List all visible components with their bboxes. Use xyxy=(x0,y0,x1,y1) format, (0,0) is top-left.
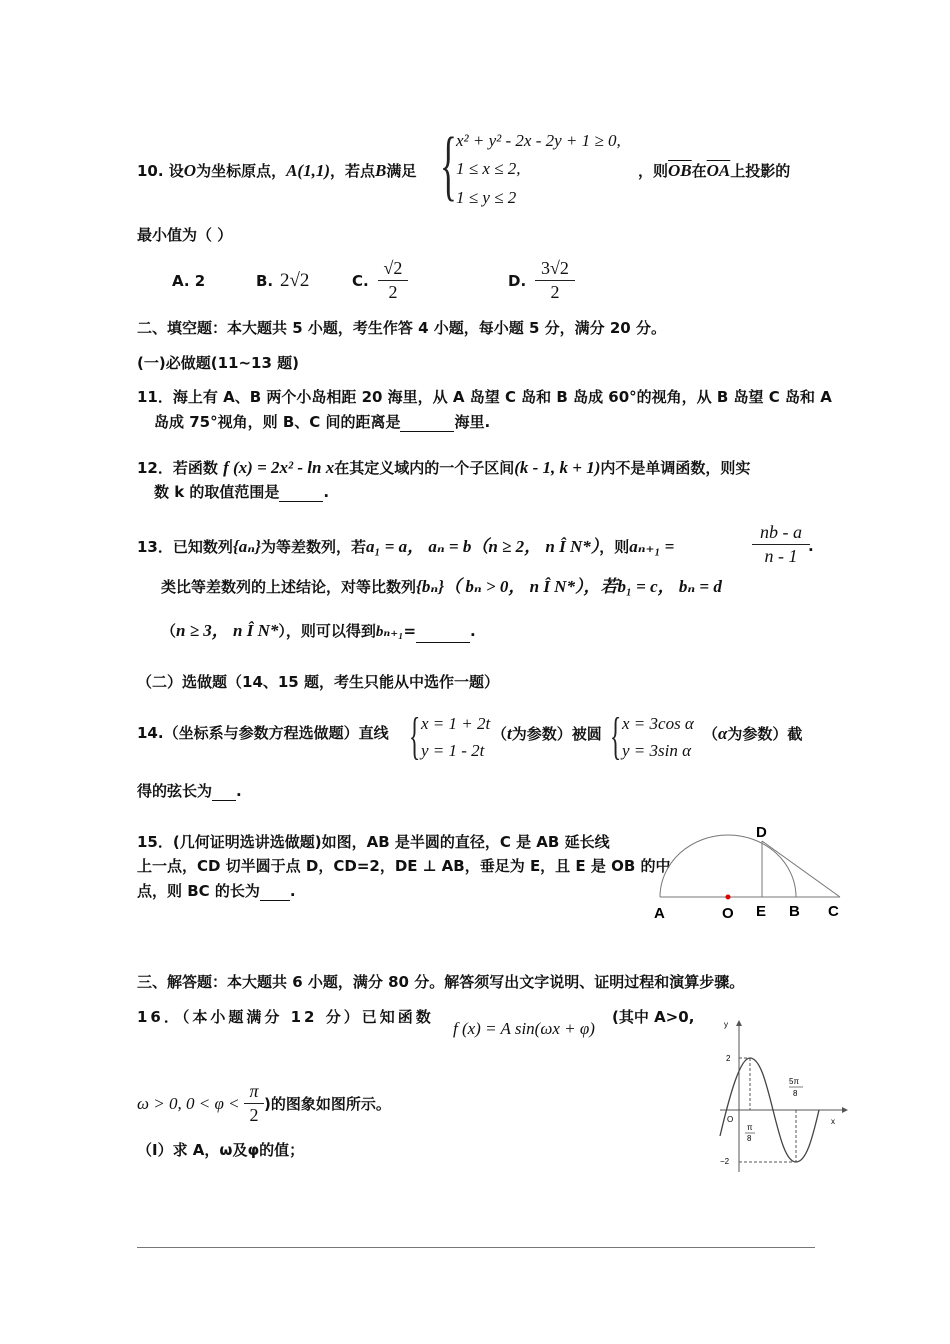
q10-option-d-den: 2 xyxy=(550,282,560,302)
footer-rule xyxy=(137,1247,815,1248)
cd-tangent xyxy=(762,841,840,897)
q10-text2: ，若点 xyxy=(330,162,376,180)
q16-pi-over-2 xyxy=(244,1081,264,1126)
q15-line2: 上一点，CD 切半圆于点 D，CD=2，DE ⊥ AB，垂足为 E，且 E 是 OB 的中 xyxy=(137,857,671,875)
q10-text5: 在 xyxy=(691,162,707,180)
q16-condition-b: )的图象如图所示。 xyxy=(264,1095,391,1113)
x-label: x xyxy=(831,1117,835,1126)
q10-option-a: A. 2 xyxy=(172,272,206,290)
q16-pi: π xyxy=(249,1081,259,1101)
q14-line-brace: { xyxy=(409,708,421,765)
q13-end: . xyxy=(470,622,476,640)
q10-ob: $\overline{OB}$ xyxy=(668,161,692,180)
section2-sub1: (一)必做题(11~13 题) xyxy=(137,354,299,372)
q10-a-point: A(1,1) xyxy=(286,161,331,180)
q13-condition: a₁ = a， aₙ = b（n ≥ 2， n Î N*） xyxy=(366,537,600,556)
q10-system-brace: { xyxy=(440,121,457,208)
q13-bn1: bₙ₊₁ xyxy=(375,624,404,640)
y-axis-arrow xyxy=(736,1020,742,1026)
q14-line-eq1: x = 1 + 2t xyxy=(421,714,491,733)
q10-text1: 为坐标原点， xyxy=(196,162,287,180)
q13-line1 xyxy=(137,536,674,558)
label-e: E xyxy=(756,903,767,920)
q14-paren2: （ xyxy=(703,725,719,743)
q12-dot: . xyxy=(323,483,330,501)
q16-condition-a: ω > 0, 0 < φ < xyxy=(137,1094,240,1113)
q10-option-d-num: 3√2 xyxy=(541,258,569,278)
fraction-bar xyxy=(244,1103,264,1104)
q10-line1 xyxy=(137,160,416,182)
q14-tail xyxy=(703,723,802,745)
q10-line1-tail xyxy=(638,160,790,182)
q10-option-c-den: 2 xyxy=(388,282,398,302)
q10-o: O xyxy=(183,161,197,180)
q14-alpha-var: α xyxy=(718,724,728,743)
q13-bn-cond: （ bₙ > 0， n Î N*），若 xyxy=(444,577,618,596)
section3-title: 三、解答题：本大题共 6 小题，满分 80 分。解答须写出文字说明、证明过程和演算步骤。 xyxy=(137,973,745,991)
y-label: y xyxy=(724,1020,728,1029)
q14-text: 为参数）被圆 xyxy=(511,725,602,743)
q12-line2 xyxy=(154,482,329,502)
q11-text: 岛成 75°视角，则 B、C 间的距离是 xyxy=(154,413,401,431)
q10-option-b-label: B. xyxy=(256,272,274,290)
y-tick-neg2: −2 xyxy=(720,1157,730,1166)
q10-oa: $\overline{OA}$ xyxy=(706,161,731,180)
q15-text: 点，则 BC 的长为 xyxy=(137,882,260,900)
q13-an: {aₙ} xyxy=(232,537,261,556)
q13-dot: . xyxy=(808,537,814,555)
q13-prefix: 13．已知数列 xyxy=(137,538,233,556)
semicircle-arc xyxy=(660,835,796,897)
q10-text4: ，则 xyxy=(638,162,669,180)
q11-line2 xyxy=(154,412,490,432)
q13-answer-blank[interactable] xyxy=(416,626,470,643)
y-tick-2: 2 xyxy=(726,1054,731,1063)
q16-two: 2 xyxy=(249,1105,259,1125)
q13-text4: ），则可以得到 xyxy=(278,622,376,640)
q14-circle-eq1: x = 3cos α xyxy=(622,714,694,733)
q14-text3: 得的弦长为 xyxy=(137,782,213,800)
q10-option-b-value: 2√2 xyxy=(280,270,310,291)
fraction-bar xyxy=(752,544,810,545)
q10-prefix: 10. 设 xyxy=(137,162,184,180)
section2-sub2: （二）选做题（14、15 题，考生只能从中选作一题） xyxy=(137,673,499,691)
q14-prefix: 14.（坐标系与参数方程选做题）直线 xyxy=(137,724,389,742)
q10-text3: 满足 xyxy=(386,162,417,180)
label-c: C xyxy=(828,903,839,920)
q14-paren: （ xyxy=(492,725,508,743)
q16-sine-graph xyxy=(712,1012,852,1177)
q16-post: (其中 A>0, xyxy=(612,1008,695,1026)
q13-fraction xyxy=(752,522,810,567)
pi8-den: 8 xyxy=(747,1134,752,1143)
q12-mid: 在其定义域内的一个子区间 xyxy=(334,459,515,477)
label-o: O xyxy=(722,905,734,922)
q13-bn: {bₙ} xyxy=(416,577,445,596)
q13-line3 xyxy=(161,620,476,643)
q10-option-c-num: √2 xyxy=(383,258,403,278)
q10-text6: 上投影的 xyxy=(730,162,791,180)
q14-line2 xyxy=(137,781,242,801)
q10-option-d-label: D. xyxy=(508,272,527,290)
q12-prefix: 12．若函数 xyxy=(137,459,218,477)
q10-b: B xyxy=(375,161,387,180)
5pi8-num: 5π xyxy=(789,1077,799,1086)
q16-prefix: 16．（本小题满分 12 分）已知函数 xyxy=(137,1008,434,1026)
q14-line-eq2: y = 1 - 2t xyxy=(421,741,485,760)
q13-text3: 类比等差数列的上述结论，对等比数列 xyxy=(161,578,417,596)
q15-end: . xyxy=(289,882,296,900)
q10-system-line3: 1 ≤ y ≤ 2 xyxy=(456,188,517,207)
q12-interval: (k - 1, k + 1) xyxy=(514,458,601,477)
q13-text1: 为等差数列，若 xyxy=(261,538,367,556)
q10-system-line1: x² + y² - 2x - 2y + 1 ≥ 0, xyxy=(456,131,621,150)
q14-circle-eq2: y = 3sin α xyxy=(622,741,692,760)
q13-text2: ，则 xyxy=(599,538,630,556)
q13-n-cond: n ≥ 3， n Î N* xyxy=(176,621,279,640)
q11-unit: 海里. xyxy=(454,413,491,431)
q14-answer-blank[interactable] xyxy=(212,784,236,801)
pi8-num: π xyxy=(747,1123,753,1132)
x-axis-arrow xyxy=(842,1107,848,1113)
q15-line1: 15．(几何证明选讲选做题)如图，AB 是半圆的直径，C 是 AB 延长线 xyxy=(137,833,610,851)
q10-option-d-fraction xyxy=(535,258,575,303)
q11-answer-blank[interactable] xyxy=(400,415,454,432)
label-b: B xyxy=(789,903,800,920)
origin-label: O xyxy=(727,1115,734,1124)
label-a: A xyxy=(654,905,665,922)
q10-option-c-fraction xyxy=(378,258,408,303)
q12-post: 内不是单调函数，则实 xyxy=(600,459,751,477)
q12-text: 数 k 的取值范围是 xyxy=(154,483,280,501)
q14-circle-brace: { xyxy=(610,708,622,765)
q12-answer-blank[interactable] xyxy=(279,485,323,502)
q14-end: . xyxy=(236,782,242,800)
q15-answer-blank[interactable] xyxy=(260,884,290,901)
q10-option-c-label: C. xyxy=(352,272,369,290)
q13-eq: = xyxy=(403,622,417,640)
q13-denominator: n - 1 xyxy=(764,546,798,566)
q12-line1 xyxy=(137,457,750,479)
q13-line2 xyxy=(161,576,722,598)
fraction-bar xyxy=(535,280,575,281)
q12-function: f (x) = 2x² - ln x xyxy=(223,458,335,477)
q16-part1: （Ⅰ）求 A，ω及φ的值； xyxy=(137,1141,305,1159)
q10-system-line2: 1 ≤ x ≤ 2, xyxy=(456,159,521,178)
label-d: D xyxy=(756,824,767,841)
q11-line1: 11．海上有 A、B 两个小岛相距 20 海里，从 A 岛望 C 岛和 B 岛成 60°的视角，从 B 岛望 C 岛和 A xyxy=(137,388,832,406)
center-point xyxy=(726,895,731,900)
q14-t-var: t xyxy=(507,724,512,743)
q10-line2: 最小值为（ ） xyxy=(137,226,233,244)
5pi8-den: 8 xyxy=(793,1089,798,1098)
fraction-bar xyxy=(378,280,408,281)
q15-line3 xyxy=(137,881,296,901)
q16-function: f (x) = A sin(ωx + φ) xyxy=(453,1019,595,1038)
q15-semicircle-figure xyxy=(645,815,855,930)
q14-mid xyxy=(492,723,602,745)
q13-numerator: nb - a xyxy=(760,522,802,542)
q13-bn-values: b₁ = c， bₙ = d xyxy=(617,577,722,596)
q13-open-paren: （ xyxy=(161,622,177,640)
section2-title: 二、填空题：本大题共 5 小题，考生作答 4 小题，每小题 5 分，满分 20 分。 xyxy=(137,319,666,337)
q13-lhs: aₙ₊₁ = xyxy=(629,537,675,556)
q14-text2: 为参数）截 xyxy=(727,725,803,743)
